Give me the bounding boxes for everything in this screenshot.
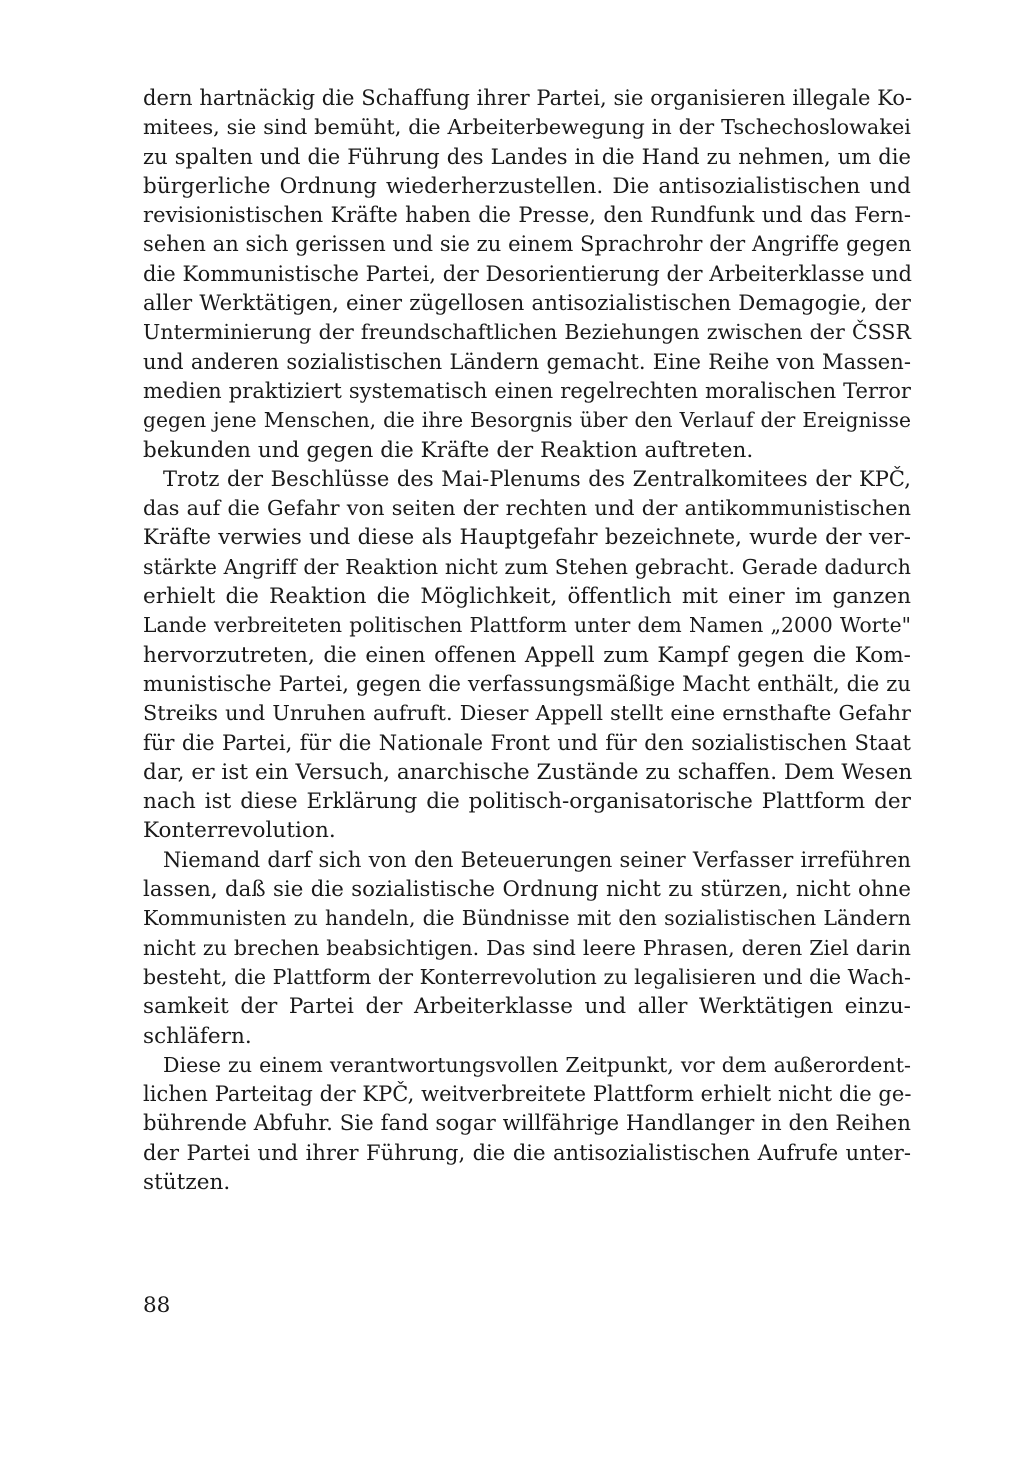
text-line: Niemand darf sich von den Beteuerungen seiner Verfasser irreführen: [163, 847, 911, 872]
text-line: bührende Abfuhr. Sie fand sogar willfährige Handlanger in den Reihen: [143, 1111, 911, 1137]
text-line: Unterminierung der freundschaftlichen Beziehungen zwischen der ČSSR: [143, 320, 911, 345]
text-line: der Partei und ihrer Führung, die die antisozialistischen Aufrufe unter-: [143, 1140, 911, 1165]
text-line: nicht zu brechen beabsichtigen. Das sind leere Phrasen, deren Ziel darin: [143, 935, 911, 960]
text-line: sehen an sich gerissen und sie zu einem Sprachrohr der Angriffe gegen: [143, 232, 912, 257]
text-line: aller Werktätigen, einer zügellosen antisozialistischen Demagogie, der: [143, 291, 911, 317]
text-line: bekunden und gegen die Kräfte der Reaktion auftreten.: [143, 437, 754, 463]
text-line: munistische Partei, gegen die verfassungsmäßige Macht enthält, die zu: [143, 671, 911, 696]
text-line: mitees, sie sind bemüht, die Arbeiterbewegung in der Tschechoslowakei: [143, 115, 911, 140]
text-line: das auf die Gefahr von seiten der rechten und der antikommunistischen: [143, 496, 911, 521]
paragraph-2: [143, 465, 911, 846]
body-text: [143, 84, 911, 1197]
text-line: und anderen sozialistischen Ländern gemacht. Eine Reihe von Massen-: [143, 349, 911, 374]
text-line: medien praktiziert systematisch einen regelrechten moralischen Terror: [143, 378, 911, 403]
text-line: schläfern.: [143, 1023, 252, 1049]
text-line: Trotz der Beschlüsse des Mai-Plenums des Zentralkomitees der KPČ,: [163, 466, 911, 491]
text-line: die Kommunistische Partei, der Desorientierung der Arbeiterklasse und: [143, 261, 913, 286]
text-line: Konterrevolution.: [143, 818, 336, 844]
text-line: lichen Parteitag der KPČ, weitverbreitete Plattform erhielt nicht die ge-: [143, 1082, 912, 1107]
text-line: stärkte Angriff der Reaktion nicht zum Stehen gebracht. Gerade dadurch: [143, 554, 911, 579]
text-line: revisionistischen Kräfte haben die Presse, den Rundfunk und das Fern-: [143, 203, 911, 228]
text-line: lassen, daß sie die sozialistische Ordnung nicht zu stürzen, nicht ohne: [143, 877, 911, 903]
paragraph-1: [143, 84, 911, 465]
text-line: Streiks und Unruhen aufruft. Dieser Appell stellt eine ernsthafte Gefahr: [143, 701, 911, 726]
text-line: für die Partei, für die Nationale Front und für den sozialistischen Staat: [143, 730, 911, 755]
page-number: 88: [143, 1293, 171, 1318]
text-line: dar, er ist ein Versuch, anarchische Zustände zu schaffen. Dem Wesen: [143, 759, 913, 785]
text-line: Kräfte verwies und diese als Hauptgefahr bezeichnete, wurde der ver-: [143, 525, 911, 551]
text-line: gegen jene Menschen, die ihre Besorgnis über den Verlauf der Ereignisse: [143, 408, 911, 433]
text-line: besteht, die Plattform der Konterrevolution zu legalisieren und die Wach-: [143, 964, 911, 989]
text-line: bürgerliche Ordnung wiederherzustellen. Die antisozialistischen und: [143, 173, 911, 199]
text-line: dern hartnäckig die Schaffung ihrer Partei, sie organisieren illegale Ko-: [143, 86, 913, 110]
text-line: Lande verbreiteten politischen Plattform unter dem Namen „2000 Worte": [143, 613, 911, 638]
text-line: samkeit der Partei der Arbeiterklasse und aller Werktätigen einzu-: [143, 994, 911, 1020]
text-line: Kommunisten zu handeln, die Bündnisse mit den sozialistischen Ländern: [143, 906, 911, 931]
paragraph-4: [143, 1051, 911, 1197]
text-line: erhielt die Reaktion die Möglichkeit, öffentlich mit einer im ganzen: [143, 584, 911, 610]
text-line: nach ist diese Erklärung die politisch-organisatorische Plattform der: [143, 789, 911, 815]
text-line: Diese zu einem verantwortungsvollen Zeitpunkt, vor dem außerordent-: [163, 1052, 911, 1077]
text-line: zu spalten und die Führung des Landes in die Hand zu nehmen, um die: [143, 144, 911, 169]
text-line: stützen.: [143, 1169, 231, 1195]
paragraph-3: [143, 846, 911, 1051]
text-line: hervorzutreten, die einen offenen Appell zum Kampf gegen die Kom-: [143, 642, 911, 668]
